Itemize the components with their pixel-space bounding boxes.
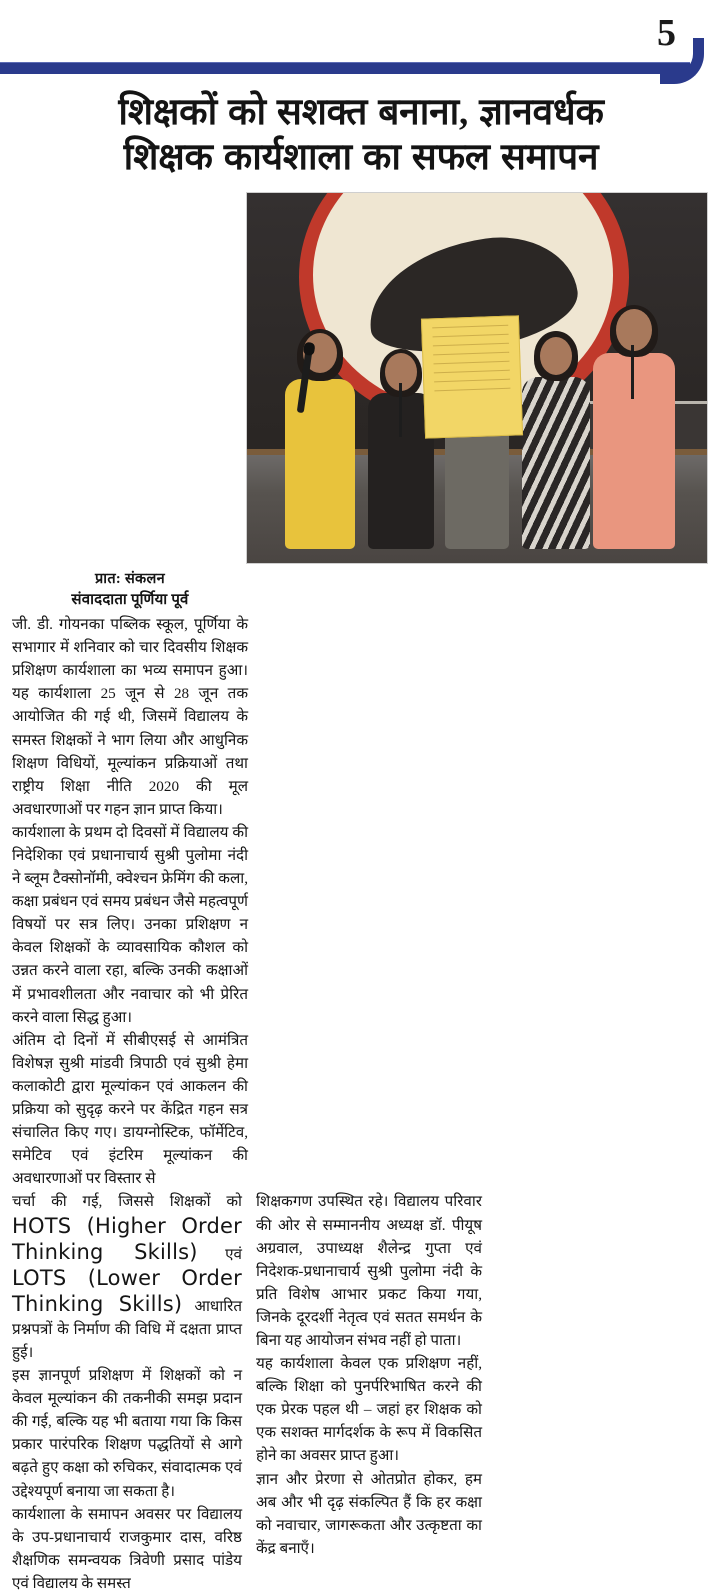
- column-3-paragraph-1: शिक्षकगण उपस्थित रहे। विद्यालय परिवार की ओर से सम्माननीय अध्यक्ष डॉ. पीयूष अग्रवाल, उपाध्यक्ष शैलेन्द्र गुप्ता एवं निदेशक-प्रधानाचार्य सुश्री पुलोमा नंदी के प्रति विशेष आभार प्रकट किया गया, जिनके दूरदर्शी नेतृत्व एवं सतत समर्थन के बिना यह आयोजन संभव नहीं हो पाता।: [256, 1193, 482, 1349]
- article-body: [0, 190, 720, 1595]
- chart-line: [434, 370, 510, 374]
- column-1-paragraph-2: कार्यशाला के प्रथम दो दिवसों में विद्यालय की निदेशिका एवं प्रधानाचार्य सुश्री पुलोमा नंदी ने ब्लूम टैक्सोनॉमी, क्वेश्चन फ्रेमिंग की कला, कक्षा प्रबंधन एवं समय प्रबंधन जैसे महत्वपूर्ण विषयों पर सत्र लिए। उनका प्रशिक्षण न केवल शिक्षकों के व्यावसायिक कौशल को उन्नत करने वाला रहा, बल्कि उनकी कक्षाओं में प्रभावशीलता और नवाचार को भी प्रेरित करने वाला सिद्ध हुआ।: [12, 823, 248, 1026]
- article-column-1: [12, 570, 248, 1190]
- chart-line: [432, 325, 508, 329]
- article-photo: [246, 192, 708, 564]
- chart-line: [433, 352, 509, 356]
- chart-line: [434, 388, 510, 392]
- lots-term: LOTS (Lower Order Thinking Skills): [12, 1265, 242, 1316]
- column-2-conjunction: एवं: [197, 1245, 242, 1263]
- article-lower-columns: [12, 1190, 708, 1595]
- chart-line: [433, 343, 509, 347]
- page-header: [0, 0, 720, 86]
- article-headline: [16, 86, 706, 180]
- byline-reporter: संवाददाता पूर्णिया पूर्व: [71, 591, 189, 608]
- header-rule: [0, 56, 720, 78]
- person-2-lanyard: [399, 383, 402, 437]
- column-2-paragraph-1: [12, 1190, 242, 1364]
- column-3-paragraph-2: यह कार्यशाला केवल एक प्रशिक्षण नहीं, बल्कि शिक्षा को पुनर्परिभाषित करने की एक प्रेरक पहल थी – जहां हर शिक्षक को एक सशक्त मार्गदर्शक के रूप में विकसित होने का अवसर प्राप्त हुआ।: [256, 1355, 482, 1465]
- person-4-body: [522, 377, 590, 549]
- headline-line-2: शिक्षक कार्यशाला का सफल समापन: [123, 137, 599, 179]
- chart-paper: [421, 316, 523, 439]
- byline: [12, 570, 248, 610]
- chart-line: [433, 334, 509, 338]
- column-1-paragraph-1: जी. डी. गोयनका पब्लिक स्कूल, पूर्णिया के सभागार में शनिवार को चार दिवसीय शिक्षक प्रशिक्षण कार्यशाला का भव्य समापन हुआ। यह कार्यशाला 25 जून से 28 जून तक आयोजित की गई थी, जिसमें विद्यालय के समस्त शिक्षकों ने भाग लिया और आधुनिक शिक्षण विधियों, मूल्यांकन प्रक्रियाओं तथा राष्ट्रीय शिक्षा नीति 2020 की मूल अवधारणाओं पर गहन ज्ञान प्राप्त किया।: [12, 616, 248, 818]
- article-column-3: [256, 1190, 482, 1595]
- column-2-lead-text: चर्चा की गई, जिससे शिक्षकों को: [12, 1193, 242, 1211]
- person-5-head: [616, 309, 652, 351]
- person-5-lanyard: [631, 345, 634, 399]
- photo-person-5: [591, 237, 677, 549]
- byline-section: प्रात: संकलन: [95, 571, 165, 588]
- photo-person-1: [281, 249, 359, 549]
- page-number: 5: [657, 12, 676, 54]
- column-2-trailing-text: आधारित प्रश्नपत्रों के निर्माण की विधि में दक्षता प्राप्त हुई।: [12, 1297, 242, 1361]
- chart-line: [433, 361, 509, 365]
- person-5-body: [593, 353, 675, 549]
- headline-line-1: शिक्षकों को सशक्त बनाना, ज्ञानवर्धक: [118, 92, 604, 133]
- column-2-paragraph-2: इस ज्ञानपूर्ण प्रशिक्षण में शिक्षकों को न केवल मूल्यांकन की तकनीकी समझ प्रदान की गई, बल्कि यह भी बताया गया कि किस प्रकार पारंपरिक शिक्षण पद्धतियों से आगे बढ़ते हुए कक्षा को रुचिकर, संवादात्मक एवं उद्देश्यपूर्ण बनाया जा सकता है।: [12, 1367, 242, 1500]
- article-column-2: [12, 1190, 242, 1595]
- column-2-paragraph-3: कार्यशाला के समापन अवसर पर विद्यालय के उप-प्रधानाचार्य राजकुमार दास, वरिष्ठ शैक्षणिक समन्वयक त्रिवेणी प्रसाद पांडेय एवं विद्यालय के समस्त: [12, 1505, 242, 1592]
- column-3-paragraph-3: ज्ञान और प्रेरणा से ओतप्रोत होकर, हम अब और भी दृढ़ संकल्पित हैं कि हर कक्षा को नवाचार, जागरूकता और उत्कृष्टता का केंद्र बनाएँ।: [256, 1470, 482, 1557]
- person-1-body: [285, 379, 355, 549]
- column-1-paragraph-3: अंतिम दो दिनों में सीबीएसई से आमंत्रित विशेषज्ञ सुश्री मांडवी त्रिपाठी एवं सुश्री हेमा कलाकोटी द्वारा मूल्यांकन एवं आकलन की प्रक्रिया को सुदृढ़ करने पर केंद्रित गहन सत्र संचालित किए गए। डायग्नोस्टिक, फॉर्मेटिव, समेटिव एवं इंटरिम मूल्यांकन की अवधारणाओं पर विस्तार से: [12, 1031, 248, 1188]
- header-rule-bar: [0, 62, 690, 74]
- hots-term: HOTS (Higher Order Thinking Skills): [12, 1213, 242, 1264]
- person-4-head: [540, 337, 572, 375]
- chart-line: [434, 379, 510, 383]
- photo-person-4: [519, 253, 593, 549]
- header-rule-corner: [660, 38, 704, 84]
